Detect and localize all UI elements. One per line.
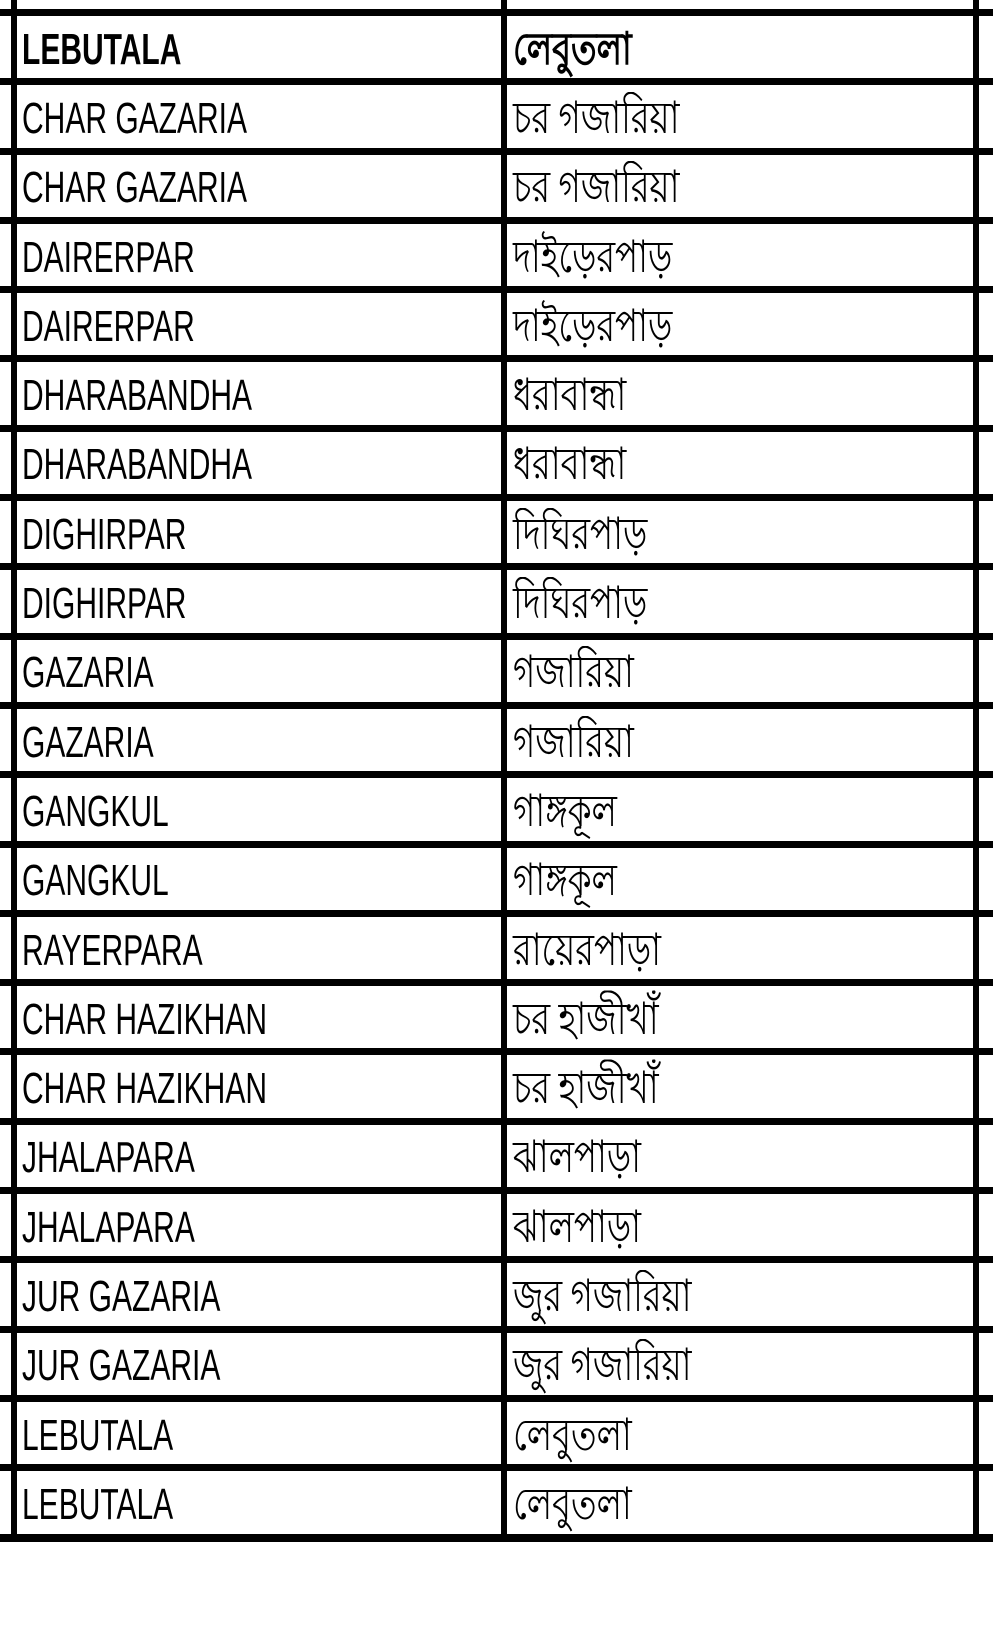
- cell-name-bengali: [513, 1062, 659, 1117]
- place-name-bengali: গাঙ্গকূল: [513, 857, 617, 906]
- cell-name-bengali: [513, 855, 617, 910]
- cell-name-bengali: [513, 785, 617, 840]
- cell-name-bengali: [513, 23, 632, 78]
- table-row: [0, 494, 993, 563]
- place-name-bengali: গজারিয়া: [513, 649, 634, 699]
- table-row: [0, 217, 993, 286]
- cell-name-bengali: [513, 508, 647, 563]
- cell-name-english: [22, 577, 186, 632]
- table-row: [0, 78, 993, 147]
- table-row: [0, 425, 993, 494]
- place-name-bengali: রায়েরপাড়া: [513, 926, 662, 976]
- place-name-english: GANGKUL: [22, 788, 169, 837]
- place-name-bengali: চর হাজীখাঁ: [513, 995, 659, 1045]
- place-name-bengali: দাইড়েরপাড়: [513, 302, 673, 352]
- place-name-english: CHAR GAZARIA: [22, 164, 248, 213]
- table-row: [0, 355, 993, 424]
- cell-name-english: [22, 1340, 220, 1395]
- place-name-english: DIGHIRPAR: [22, 580, 187, 629]
- place-name-bengali: লেবুতলা: [513, 1411, 632, 1461]
- table-row: [0, 563, 993, 632]
- place-name-bengali: চর গজারিয়া: [513, 164, 680, 213]
- cell-name-english: [22, 716, 154, 771]
- cell-name-english: [22, 1132, 195, 1187]
- cell-name-bengali: [513, 1478, 632, 1533]
- place-name-bengali: ঝালপাড়া: [513, 1203, 641, 1253]
- place-name-english: CHAR HAZIKHAN: [22, 1065, 268, 1114]
- transliteration-table: [0, 9, 993, 1542]
- table-row: [0, 1395, 993, 1464]
- cell-name-english: [22, 23, 181, 78]
- place-name-english: GAZARIA: [22, 649, 154, 698]
- place-name-bengali: জুর গজারিয়া: [513, 1342, 692, 1392]
- place-name-english: DIGHIRPAR: [22, 511, 187, 559]
- place-name-english: DAIRERPAR: [22, 303, 195, 352]
- place-name-bengali: চর গজারিয়া: [513, 94, 680, 144]
- table-row: [0, 9, 993, 78]
- table-row: [0, 771, 993, 840]
- table-row: [0, 1256, 993, 1325]
- place-name-english: JUR GAZARIA: [22, 1273, 221, 1322]
- cell-name-bengali: [513, 369, 626, 424]
- place-name-bengali: ঝালপাড়া: [513, 1134, 641, 1184]
- cell-name-bengali: [513, 1340, 692, 1395]
- place-name-english: DHARABANDHA: [22, 441, 253, 490]
- place-name-english: LEBUTALA: [22, 1411, 174, 1460]
- place-name-bengali: দিঘিরপাড়: [513, 579, 648, 629]
- cell-name-bengali: [513, 92, 679, 147]
- cell-name-bengali: [513, 993, 659, 1048]
- place-name-bengali: জুর গজারিয়া: [513, 1272, 692, 1322]
- cell-name-english: [22, 508, 186, 563]
- cell-name-bengali: [513, 1409, 632, 1464]
- place-name-english: JHALAPARA: [22, 1134, 195, 1183]
- cell-name-bengali: [513, 647, 634, 702]
- place-name-bengali: ধরাবান্ধা: [513, 372, 627, 421]
- place-name-english: DHARABANDHA: [22, 372, 253, 421]
- cell-name-bengali: [513, 716, 634, 771]
- place-name-english: RAYERPARA: [22, 926, 203, 975]
- cell-name-bengali: [513, 300, 672, 355]
- table-row: [0, 148, 993, 217]
- cell-name-english: [22, 162, 247, 217]
- place-name-english: CHAR HAZIKHAN: [22, 996, 268, 1044]
- place-name-english: GANGKUL: [22, 857, 169, 906]
- cell-name-english: [22, 439, 252, 494]
- cell-name-english: [22, 647, 154, 702]
- place-name-bengali: দাইড়েরপাড়: [513, 233, 673, 283]
- table-row: [0, 702, 993, 771]
- place-name-english: DAIRERPAR: [22, 233, 195, 282]
- cell-name-bengali: [513, 924, 661, 979]
- cell-name-english: [22, 1201, 195, 1256]
- place-name-english: LEBUTALA: [22, 1481, 174, 1530]
- place-name-english: LEBUTALA: [22, 25, 182, 74]
- place-name-bengali: দিঘিরপাড়: [513, 510, 648, 560]
- table-row: [0, 1048, 993, 1117]
- table-row: [0, 910, 993, 979]
- cell-name-english: [22, 300, 195, 355]
- table-row: [0, 286, 993, 355]
- cell-name-bengali: [513, 231, 672, 286]
- cell-name-bengali: [513, 1132, 641, 1187]
- place-name-bengali: গাঙ্গকূল: [513, 787, 617, 837]
- cell-name-english: [22, 993, 267, 1048]
- cell-name-bengali: [513, 1270, 692, 1325]
- place-name-bengali: ধরাবান্ধা: [513, 441, 627, 491]
- table-row: [0, 1326, 993, 1395]
- cell-name-english: [22, 231, 195, 286]
- cell-name-english: [22, 1409, 173, 1464]
- cell-name-english: [22, 92, 247, 147]
- place-name-english: CHAR GAZARIA: [22, 95, 248, 144]
- table-row: [0, 1187, 993, 1256]
- table-row: [0, 1118, 993, 1187]
- cell-name-english: [22, 369, 252, 424]
- cell-name-english: [22, 924, 203, 979]
- cell-name-english: [22, 1062, 267, 1117]
- place-name-english: JUR GAZARIA: [22, 1342, 221, 1391]
- table-row: [0, 1464, 993, 1533]
- place-name-bengali: লেবুতলা: [513, 25, 632, 75]
- cell-name-bengali: [513, 1201, 641, 1256]
- place-name-english: GAZARIA: [22, 718, 154, 767]
- place-name-bengali: গজারিয়া: [513, 718, 634, 768]
- place-name-bengali: লেবুতলা: [513, 1480, 632, 1530]
- cell-name-bengali: [513, 162, 679, 217]
- place-name-bengali: চর হাজীখাঁ: [513, 1065, 659, 1114]
- table-row: [0, 841, 993, 910]
- cell-name-english: [22, 1270, 220, 1325]
- table-bottom-border: [0, 1534, 993, 1542]
- place-name-english: JHALAPARA: [22, 1204, 195, 1252]
- cell-name-english: [22, 1478, 173, 1533]
- cell-name-bengali: [513, 577, 647, 632]
- table-row: [0, 979, 993, 1048]
- table-row: [0, 633, 993, 702]
- cell-name-english: [22, 785, 169, 840]
- cell-name-bengali: [513, 439, 626, 494]
- cell-name-english: [22, 855, 169, 910]
